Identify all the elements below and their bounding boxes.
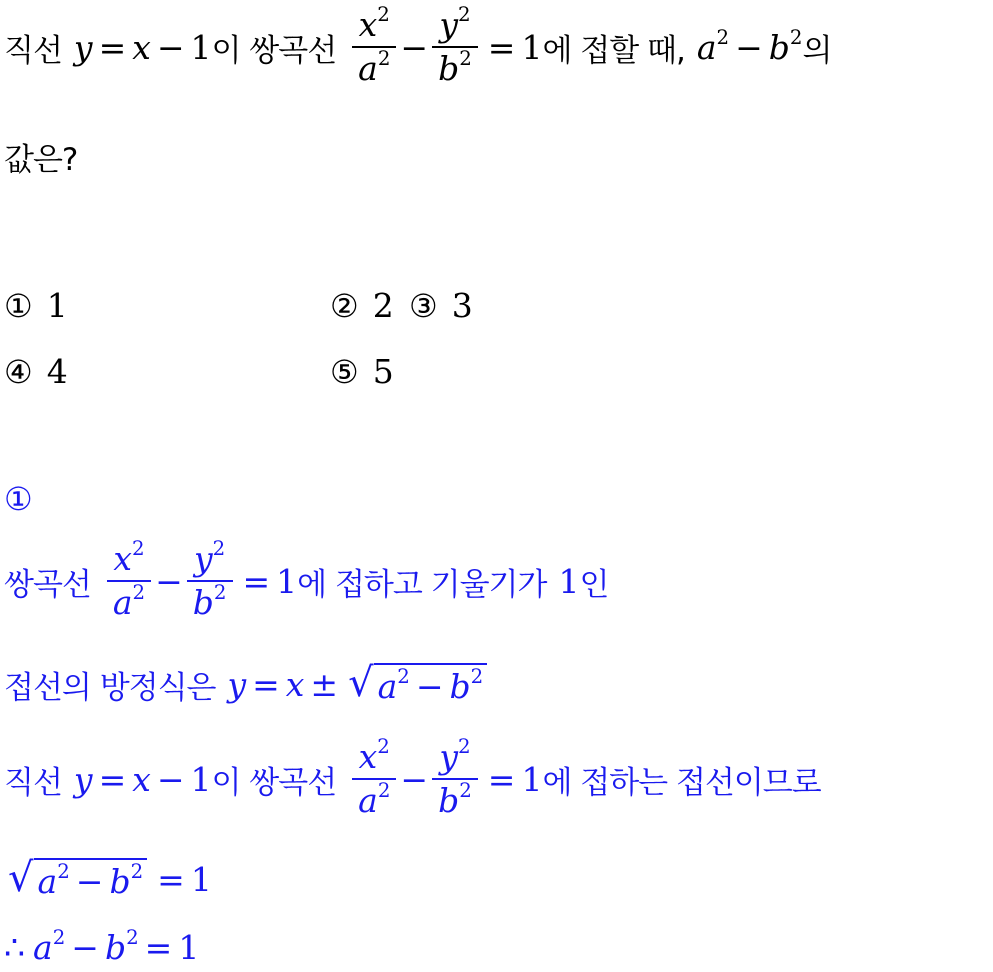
- fraction-x2-a2: $\frac{x^2}{a^2}$: [352, 738, 396, 820]
- solution-step-1: 쌍곡선 $\frac{x^2}{a^2}$ − $\frac{y^2}{b^2}$ = 1 에 접하고 기울기가 1 인: [4, 537, 609, 622]
- question-line-2: [4, 134, 77, 179]
- answer-mark: ①: [4, 480, 33, 518]
- choice-2[interactable]: ② 2: [330, 286, 394, 325]
- fraction-x2-a2: $\frac{x^2}{a^2}$: [107, 540, 151, 622]
- fraction-x2-a2: $\frac{x^2}{a^2}$: [352, 6, 396, 88]
- line-equation: y = x − 1: [73, 27, 212, 67]
- fraction-y2-b2: $\frac{y^2}{b^2}$: [187, 540, 233, 622]
- question-particle: 이 쌍곡선: [211, 32, 337, 69]
- minus-sign: −: [400, 27, 429, 67]
- fraction-y2-b2: $\frac{y^2}{b^2}$: [432, 6, 478, 88]
- choice-3[interactable]: ③ 3: [409, 286, 473, 325]
- question-line-1: [4, 3, 832, 88]
- solution-step-3: 직선 y = x − 1 이 쌍곡선 $\frac{x^2}{a^2}$ − $\frac{y^2}{b^2}$ = 1 에 접하는 접선이므로: [4, 735, 821, 820]
- question-ask: 값은?: [4, 142, 78, 178]
- fraction-y2-b2: $\frac{y^2}{b^2}$: [432, 738, 478, 820]
- question-prefix: 직선: [4, 32, 62, 69]
- choice-1[interactable]: ① 1: [4, 286, 68, 325]
- question-tangent-text: 에 접할 때,: [542, 32, 685, 69]
- hyperbola-rhs: = 1: [487, 27, 543, 67]
- solution-conclusion: ∴ $a^2 - b^2 = 1$: [4, 926, 200, 967]
- tangent-line-formula: y = x ±: [227, 665, 339, 704]
- target-expression: $a^2 - b^2$: [696, 25, 803, 67]
- choice-5[interactable]: ⑤ 5: [330, 352, 394, 391]
- line-equation: y = x − 1: [73, 759, 212, 799]
- solution-step-4: √ $a^2 - b^2$ = 1: [8, 855, 212, 901]
- therefore-sign: ∴: [4, 928, 25, 967]
- sqrt-a2-minus-b2: √ $a^2 - b^2$: [348, 663, 487, 706]
- choice-4[interactable]: ④ 4: [4, 352, 68, 391]
- question-particle-ui: 의: [802, 32, 832, 69]
- solution-step-2: 접선의 방정식은 y = x ± √ $a^2 - b^2$: [4, 662, 491, 707]
- sqrt-a2-minus-b2: √ $a^2 - b^2$: [8, 858, 147, 901]
